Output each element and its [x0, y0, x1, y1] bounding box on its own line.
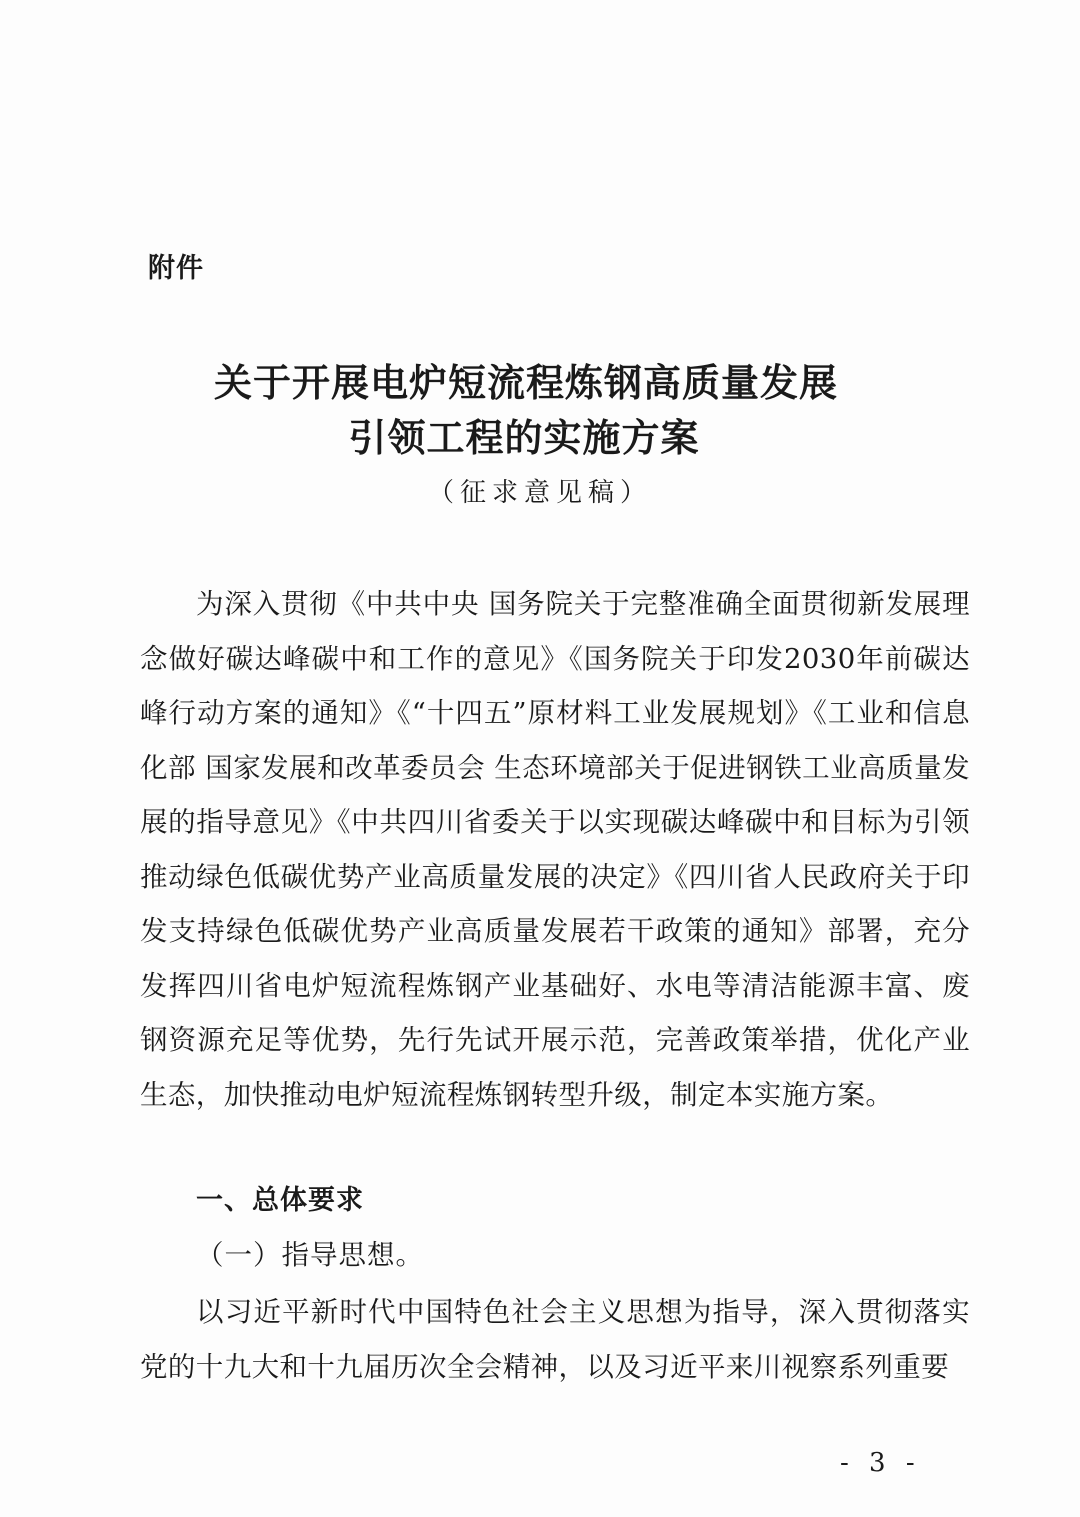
attachment-label: 附件 — [148, 253, 204, 284]
document-title-line2: 引领工程的实施方案 — [348, 416, 700, 460]
document-subtitle: （征求意见稿） — [427, 478, 652, 508]
page-number: - 3 - — [840, 1448, 921, 1478]
subsection-heading-guiding-ideology: （一）指导思想。 — [196, 1239, 424, 1271]
guiding-ideology-paragraph: 以习近平新时代中国特色社会主义思想为指导，深入贯彻落实党的十九大和十九届历次全会精神，以及习近平来川视察系列重要 — [140, 1296, 970, 1383]
intro-paragraph: 为深入贯彻《中共中央 国务院关于完整准确全面贯彻新发展理念做好碳达峰碳中和工作的意见》《国务院关于印发2030年前碳达峰行动方案的通知》《“十四五”原材料工业发展规划》《工业和信息化部 国家发展和改革委员会 生态环境部关于促进钢铁工业高质量发展的指导意见》《中共四川省委关于以实现碳达峰碳中和目标为引领推动绿色低碳优势产业高质量发展的决定》《四川省人民政府关于印发支持绿色低碳优势产业高质量发展若干政策的通知》部署，充分发挥四川省电炉短流程炼钢产业基础好、水电等清洁能源丰富、废钢资源充足等优势，先行先试开展示范，完善政策举措，优化产业生态，加快推动电炉短流程炼钢转型升级，制定本实施方案。 — [140, 588, 970, 1111]
document-title-line1: 关于开展电炉短流程炼钢高质量发展 — [213, 361, 838, 405]
section-heading-general-requirements: 一、总体要求 — [196, 1185, 364, 1216]
